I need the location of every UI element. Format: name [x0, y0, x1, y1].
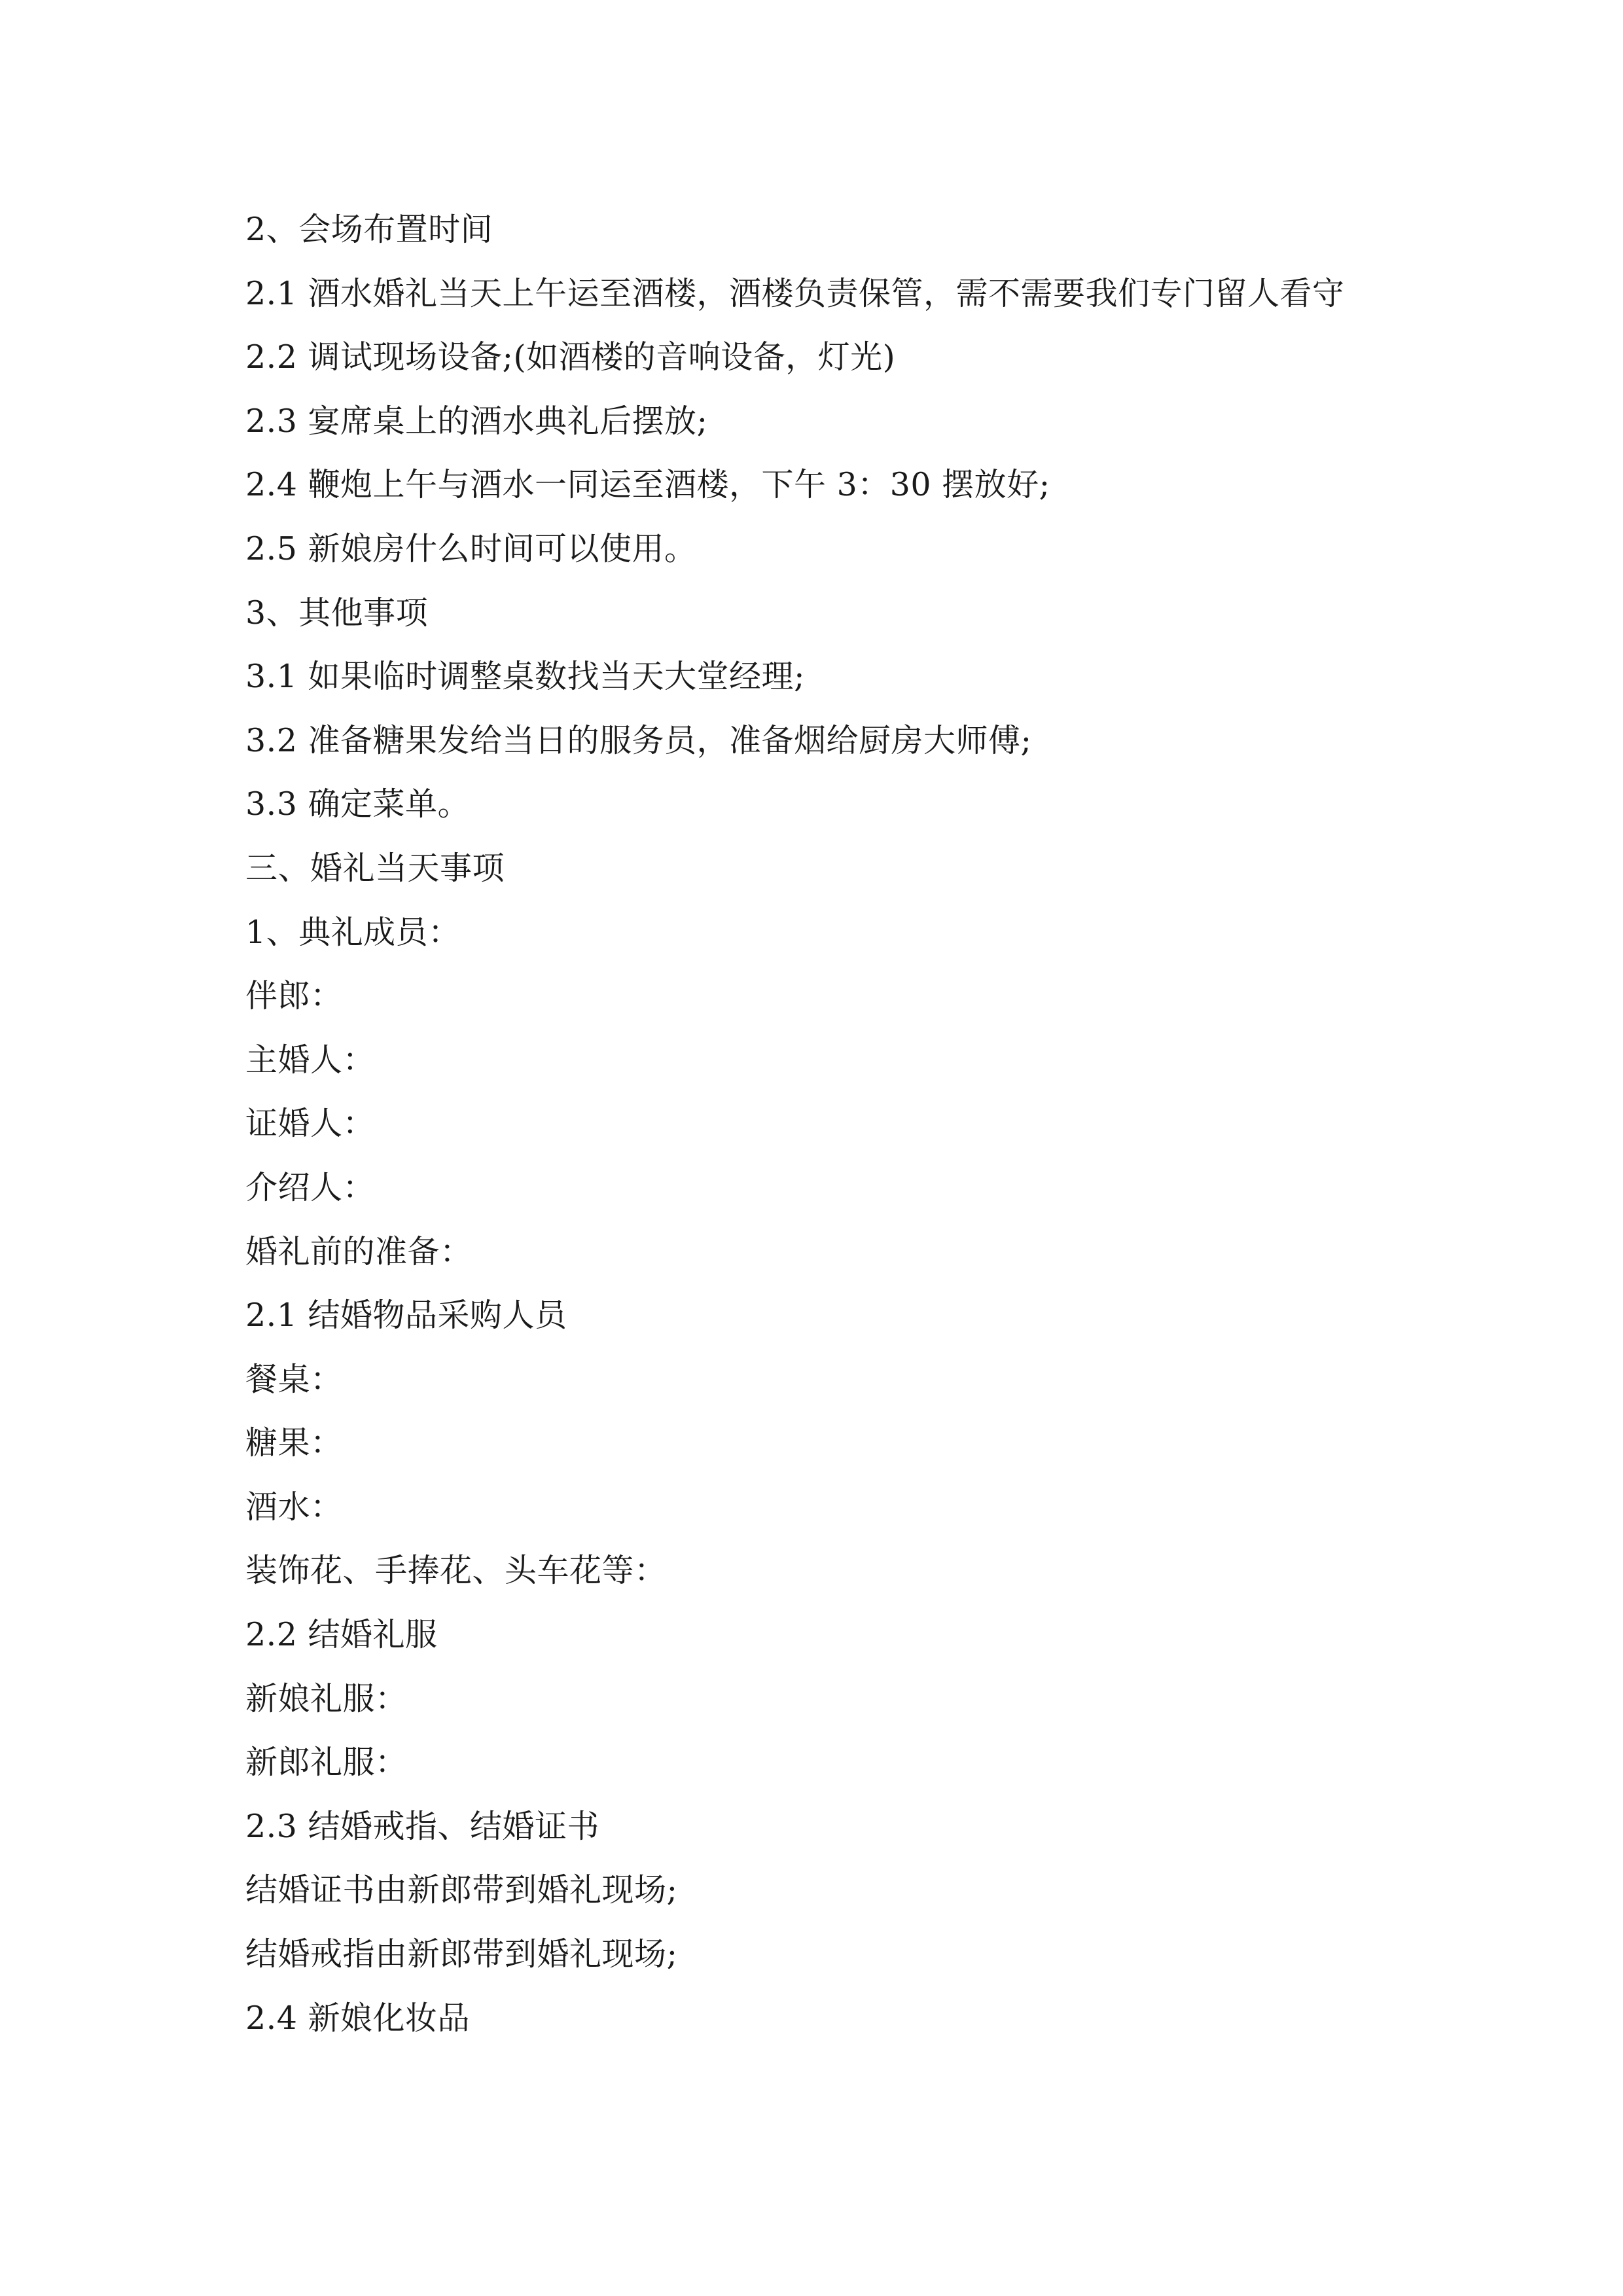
text-line: 结婚证书由新郎带到婚礼现场; [245, 1871, 678, 1909]
text-line: 新郎礼服： [245, 1744, 408, 1782]
text-line: 装饰花、手捧花、头车花等： [245, 1552, 667, 1590]
subheading-preparation: 婚礼前的准备： [245, 1232, 473, 1270]
text-line: 3.1 如果临时调整桌数找当天大堂经理; [245, 658, 806, 696]
text-line: 介绍人： [245, 1168, 376, 1206]
text-line: 2.1 结婚物品采购人员 [245, 1297, 567, 1335]
text-line: 3.2 准备糖果发给当日的服务员，准备烟给厨房大师傅; [245, 721, 1032, 759]
document-body [245, 208, 1423, 2060]
text-line: 伴郎： [245, 977, 343, 1015]
section-heading-venue-setup-time: 2、会场布置时间 [245, 211, 493, 248]
section-heading-wedding-day: 三、婚礼当天事项 [245, 849, 505, 887]
text-line: 餐桌： [245, 1360, 343, 1398]
text-line: 2.4 新娘化妆品 [245, 1999, 471, 2037]
text-line: 新娘礼服： [245, 1679, 408, 1717]
text-line: 结婚戒指由新郎带到婚礼现场; [245, 1935, 678, 1973]
text-line: 糖果： [245, 1424, 343, 1462]
text-line: 2.2 结婚礼服 [245, 1616, 438, 1654]
text-line: 2.3 结婚戒指、结婚证书 [245, 1807, 600, 1845]
text-line: 酒水： [245, 1488, 343, 1526]
text-line: 证婚人： [245, 1105, 376, 1143]
text-line: 2.2 调试现场设备;(如酒楼的音响设备，灯光) [245, 338, 896, 376]
text-line: 主婚人： [245, 1041, 376, 1079]
text-line: 2.5 新娘房什么时间可以使用。 [245, 529, 697, 567]
text-line: 2.4 鞭炮上午与酒水一同运至酒楼，下午 3：30 摆放好; [245, 466, 1050, 504]
text-line: 2.1 酒水婚礼当天上午运至酒楼，酒楼负责保管，需不需要我们专门留人看守 [245, 274, 1345, 312]
section-heading-other-matters: 3、其他事项 [245, 594, 429, 632]
text-line: 2.3 宴席桌上的酒水典礼后摆放; [245, 402, 708, 440]
text-line: 3.3 确定菜单。 [245, 785, 471, 823]
subheading-ceremony-members: 1、典礼成员： [245, 913, 461, 951]
